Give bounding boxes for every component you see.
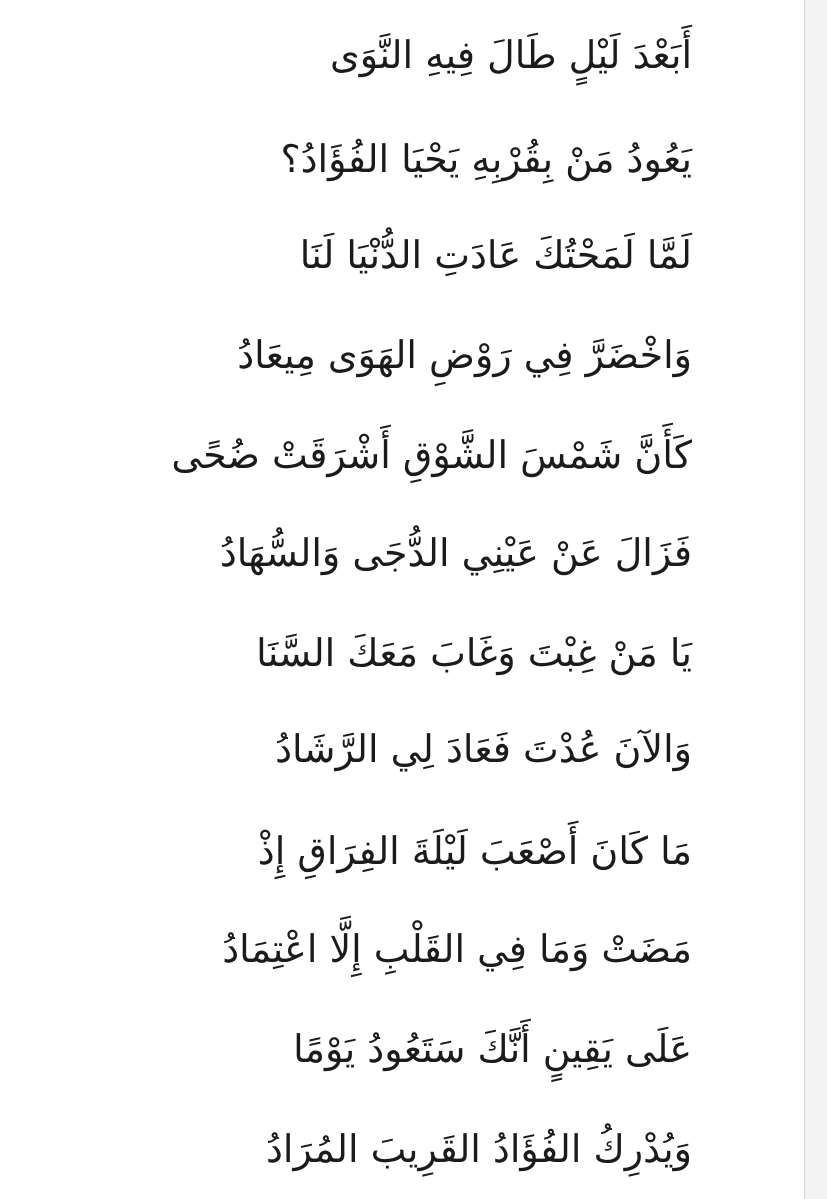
poem-line: مَضَتْ وَمَا فِي القَلْبِ إِلَّا اعْتِمَادُ <box>222 927 692 971</box>
poem-line: وَيُدْرِكُ الفُؤَادُ القَرِيبَ المُرَادُ <box>265 1127 692 1171</box>
poem-line: وَاخْضَرَّ فِي رَوْضِ الهَوَى مِيعَادُ <box>237 333 692 377</box>
poem-line: مَا كَانَ أَصْعَبَ لَيْلَةَ الفِرَاقِ إِذْ <box>257 829 692 873</box>
poem-line: وَالآنَ عُدْتَ فَعَادَ لِي الرَّشَادُ <box>275 727 692 771</box>
poem-line: لَمَّا لَمَحْتُكَ عَادَتِ الدُّنْيَا لَنَا <box>299 233 692 277</box>
poem-line: يَا مَنْ غِبْتَ وَغَابَ مَعَكَ السَّنَا <box>256 631 692 675</box>
poem-line: كَأَنَّ شَمْسَ الشَّوْقِ أَشْرَقَتْ ضُحًى <box>171 433 692 477</box>
poem-line: أَبَعْدَ لَيْلٍ طَالَ فِيهِ النَّوَى <box>330 33 692 77</box>
poem-line: فَزَالَ عَنْ عَيْنِي الدُّجَى وَالسُّهَادُ <box>219 531 692 575</box>
page-edge <box>804 0 827 1199</box>
poem-line: عَلَى يَقِينٍ أَنَّكَ سَتَعُودُ يَوْمًا <box>293 1027 692 1071</box>
poem-line: يَعُودُ مَنْ بِقُرْبِهِ يَحْيَا الفُؤَادُ؟ <box>280 137 692 181</box>
